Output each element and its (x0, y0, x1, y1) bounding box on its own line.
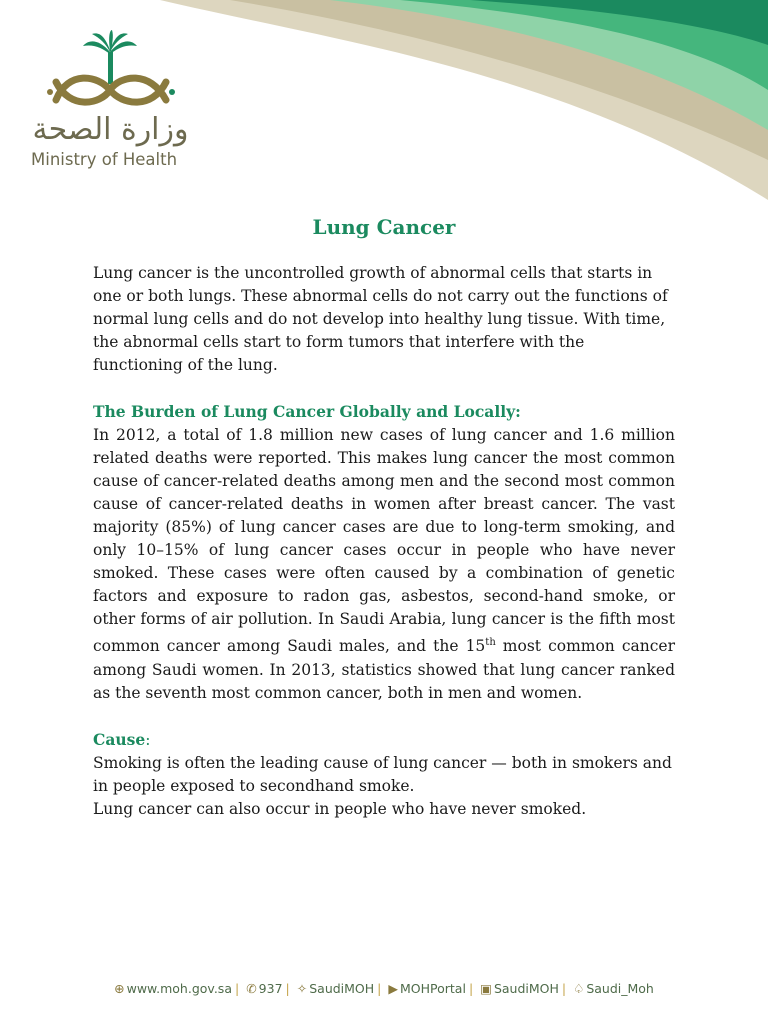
cause-heading-line (93, 728, 675, 752)
page-title: Lung Cancer (312, 215, 456, 239)
globe-icon: ⊕ (114, 981, 125, 996)
footer-youtube[interactable] (388, 981, 466, 996)
logo-arabic-text: وزارة الصحة (32, 112, 189, 147)
burden-paragraph (93, 424, 675, 705)
cause-heading: Cause (93, 729, 146, 749)
burden-heading: The Burden of Lung Cancer Globally and Locally: (93, 402, 521, 422)
footer-facebook[interactable] (480, 981, 559, 996)
footer-snapchat-label: Saudi_Moh (586, 981, 654, 996)
burden-text-part1: In 2012, a total of 1.8 million new cases of lung cancer and 1.6 million related deaths were reported. This makes lung cancer the most common cause of cancer-related deaths among men and the second most common cause of cancer-related deaths in women after breast cancer. The vast majority (85%) of lung cancer cases are due to long-term smoking, and only 10–15% of lung cancer cases occur in people who have never smoked. These cases were often caused by a combination of genetic factors and exposure to radon gas, asbestos, second-hand smoke, or other forms of air pollution. In Saudi Arabia, lung cancer is the fifth most common cancer among Saudi males, and the 15 (93, 425, 675, 656)
footer-divider: | (285, 981, 290, 996)
facebook-icon: ▣ (480, 981, 492, 996)
ministry-logo (28, 30, 198, 175)
footer-phone[interactable] (246, 981, 282, 996)
phone-icon: ✆ (246, 981, 257, 996)
footer-twitter-label: SaudiMOH (309, 981, 375, 996)
logo-english-text: Ministry of Health (31, 150, 178, 169)
burden-text-part2: most common cancer among Saudi women. In 2013, statistics showed that lung cancer ranked as the seventh most common cancer, both in men and women. (93, 637, 675, 702)
snapchat-icon: ♤ (573, 981, 585, 996)
youtube-icon: ▶ (388, 981, 398, 996)
footer-twitter[interactable] (297, 981, 374, 996)
footer-divider: | (377, 981, 382, 996)
footer-phone-label: 937 (258, 981, 283, 996)
footer-snapchat[interactable] (573, 981, 654, 996)
footer-contact-bar (0, 981, 768, 996)
footer-youtube-label: MOHPortal (400, 981, 466, 996)
footer-divider: | (234, 981, 240, 996)
cause-line-1: Smoking is often the leading cause of lung cancer — both in smokers and in people exposed to secondhand smoke. (93, 753, 672, 796)
document-body (93, 262, 675, 821)
twitter-icon: ✧ (296, 981, 308, 996)
footer-divider: | (561, 981, 567, 996)
palm-swords-emblem-icon (28, 30, 193, 115)
footer-facebook-label: SaudiMOH (493, 981, 559, 996)
ordinal-superscript: th (485, 637, 496, 649)
intro-paragraph: Lung cancer is the uncontrolled growth of abnormal cells that starts in one or both lungs. These abnormal cells do not carry out the functions of normal lung cells and do not develop into healthy lung tissue. With time, the abnormal cells start to form tumors that interfere with the functioning of the lung. (93, 264, 668, 375)
cause-colon: : (145, 730, 151, 749)
cause-line-2: Lung cancer can also occur in people who have never smoked. (93, 800, 587, 819)
footer-divider: | (468, 981, 474, 996)
footer-website-label: www.moh.gov.sa (126, 981, 232, 996)
footer-website[interactable] (114, 981, 232, 996)
